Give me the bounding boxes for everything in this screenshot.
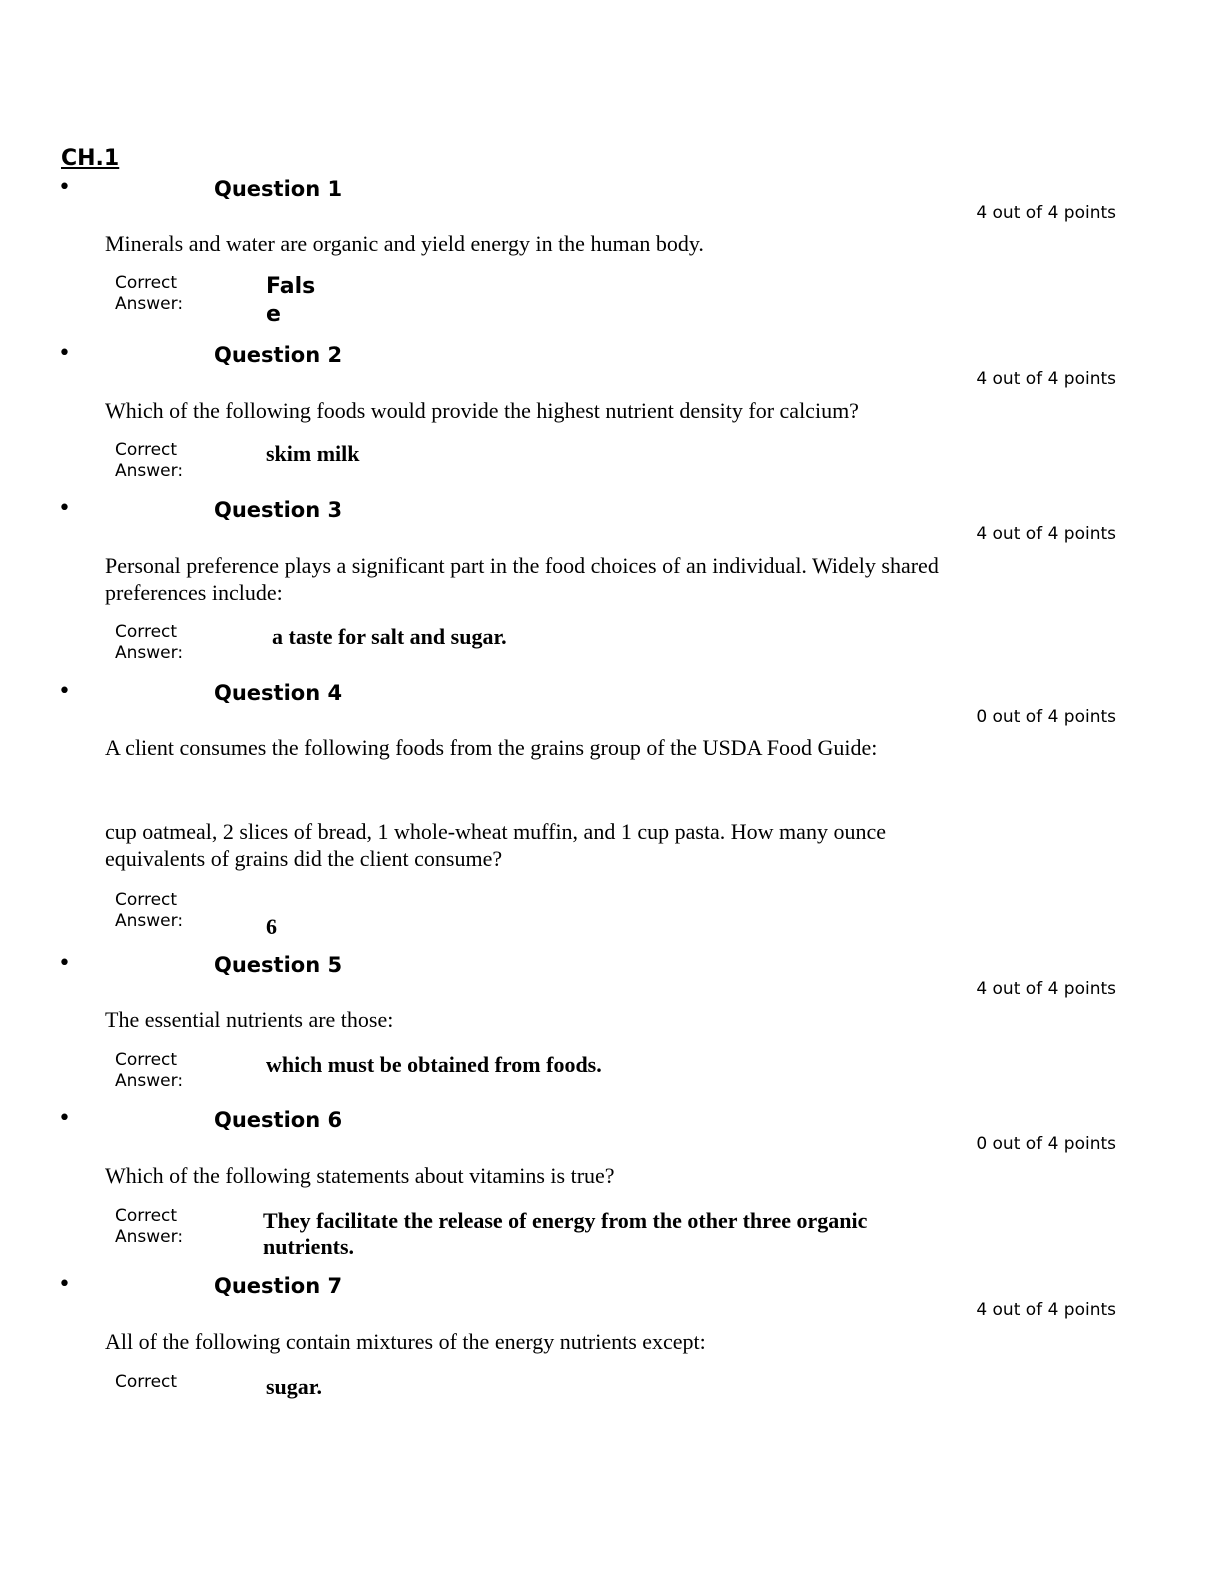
answer-label: Answer:	[115, 294, 184, 314]
correct-answer-label	[115, 273, 225, 315]
question-points: 0 out of 4 points	[976, 1134, 1116, 1154]
question-title: Question 1	[214, 177, 343, 201]
correct-answer: skim milk	[266, 441, 360, 466]
question-points: 4 out of 4 points	[976, 369, 1116, 389]
correct-answer: False	[266, 274, 316, 327]
correct-answer-label	[115, 440, 225, 482]
question-title: Question 3	[214, 498, 343, 522]
bullet-icon: •	[58, 1272, 71, 1297]
question-title: Question 5	[214, 953, 343, 977]
correct-label: Correct	[115, 273, 178, 293]
correct-answer-label	[115, 1372, 225, 1393]
question-text	[105, 1162, 955, 1189]
answer-label: Answer:	[115, 1071, 184, 1091]
correct-answer: 6	[266, 914, 277, 939]
question-text-line: Minerals and water are organic and yield energy in the human body.	[105, 231, 704, 256]
correct-label: Correct	[115, 1372, 178, 1392]
answer-label: Answer:	[115, 643, 184, 663]
correct-answer-label	[115, 890, 225, 932]
correct-answer: sugar.	[266, 1374, 323, 1399]
question-text	[105, 1328, 955, 1355]
correct-label: Correct	[115, 1206, 178, 1226]
question-text-line: Personal preference plays a significant part in the food choices of an individual. Widely shared preferences include:	[105, 553, 939, 605]
question-text-line: The essential nutrients are those:	[105, 1007, 394, 1032]
question-text-line: Which of the following foods would provide the highest nutrient density for calcium?	[105, 398, 859, 423]
bullet-icon: •	[58, 175, 71, 200]
correct-answer: which must be obtained from foods.	[266, 1052, 602, 1077]
question-text	[105, 397, 955, 424]
question-points: 4 out of 4 points	[976, 1300, 1116, 1320]
question-text	[105, 1006, 955, 1033]
question-title: Question 2	[214, 343, 343, 367]
correct-answer: a taste for salt and sugar.	[272, 624, 507, 649]
bullet-icon: •	[58, 496, 71, 521]
chapter-heading: CH.1	[61, 146, 120, 171]
answer-label: Answer:	[115, 911, 184, 931]
question-points: 4 out of 4 points	[976, 524, 1116, 544]
question-points: 0 out of 4 points	[976, 707, 1116, 727]
question-text-line: A client consumes the following foods from the grains group of the USDA Food Guide:	[105, 735, 878, 760]
bullet-icon: •	[58, 1106, 71, 1131]
question-title: Question 4	[214, 681, 343, 705]
bullet-icon: •	[58, 951, 71, 976]
question-text-line: cup oatmeal, 2 slices of bread, 1 whole-wheat muffin, and 1 cup pasta. How many ounce equivalents of grains did the client consume?	[105, 819, 886, 871]
answer-label: Answer:	[115, 461, 184, 481]
question-text	[105, 734, 955, 872]
question-points: 4 out of 4 points	[976, 979, 1116, 999]
correct-label: Correct	[115, 890, 178, 910]
question-text-line: All of the following contain mixtures of the energy nutrients except:	[105, 1329, 706, 1354]
question-title: Question 7	[214, 1274, 343, 1298]
bullet-icon: •	[58, 341, 71, 366]
correct-answer-label	[115, 1050, 225, 1092]
correct-label: Correct	[115, 1050, 178, 1070]
bullet-icon: •	[58, 679, 71, 704]
correct-answer: They facilitate the release of energy from the other three organic nutrients.	[263, 1208, 868, 1259]
question-title: Question 6	[214, 1108, 343, 1132]
question-text-line: Which of the following statements about vitamins is true?	[105, 1163, 615, 1188]
question-points: 4 out of 4 points	[976, 203, 1116, 223]
correct-label: Correct	[115, 440, 178, 460]
question-text	[105, 230, 955, 257]
correct-label: Correct	[115, 622, 178, 642]
correct-answer-label	[115, 1206, 225, 1248]
correct-answer-label	[115, 622, 225, 664]
question-text	[105, 552, 955, 606]
answer-label: Answer:	[115, 1227, 184, 1247]
spacer	[105, 761, 955, 818]
